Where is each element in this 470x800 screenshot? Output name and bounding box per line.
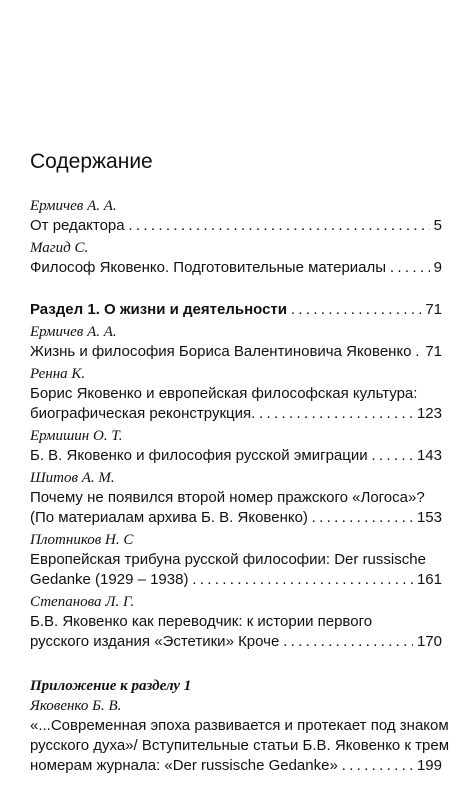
- entry-title: Б. В. Яковенко и философия русской эмиграции: [30, 447, 368, 464]
- entry-author: Ермичев А. А.: [30, 324, 117, 340]
- entry-author: Магид С.: [30, 240, 89, 256]
- toc-entry[interactable]: [30, 676, 450, 776]
- entry-page: 161: [416, 571, 442, 588]
- entry-author: Плотников Н. С: [30, 532, 134, 548]
- leader-dots: [192, 570, 413, 590]
- entry-page: 71: [425, 343, 442, 360]
- page-title: Содержание: [30, 150, 153, 173]
- leader-dots: [416, 342, 422, 362]
- toc-entry[interactable]: [30, 468, 442, 528]
- toc-entry[interactable]: [30, 426, 442, 466]
- entry-line: [30, 570, 442, 590]
- leader-dots: [372, 446, 413, 466]
- table-of-contents: [30, 196, 450, 776]
- entry-line: [30, 216, 442, 236]
- toc-entry[interactable]: [30, 530, 442, 590]
- toc-entry[interactable]: [30, 364, 442, 424]
- entry-page: 199: [416, 757, 442, 774]
- entry-line: [30, 404, 442, 424]
- entry-title-cont: Gedanke (1929 – 1938): [30, 571, 189, 588]
- entry-line: [30, 342, 442, 362]
- entry-title-cont: русского издания «Эстетики» Кроче: [30, 633, 280, 650]
- toc-entry[interactable]: [30, 592, 442, 652]
- entry-line: [30, 446, 442, 466]
- entry-author: Шитов А. М.: [30, 470, 115, 486]
- entry-author: Степанова Л. Г.: [30, 594, 135, 610]
- entry-title: «...Современная эпоха развивается и протекает под знаком: [30, 717, 449, 734]
- entry-title: Б.В. Яковенко как переводчик: к истории первого: [30, 613, 373, 630]
- entry-title-cont: (По материалам архива Б. В. Яковенко): [30, 509, 308, 526]
- entry-page: 153: [416, 509, 442, 526]
- entry-author: Яковенко Б. В.: [30, 698, 122, 714]
- entry-title-cont: русского духа»/ Вступительные статьи Б.В. Яковенко к трем: [30, 737, 450, 754]
- entry-page: 123: [416, 405, 442, 422]
- entry-title-cont: номерам журнала: «Der russische Gedanke»: [30, 757, 338, 774]
- entry-author: Ермишин О. Т.: [30, 428, 123, 444]
- entry-author: Ермичев А. А.: [30, 198, 117, 214]
- entry-title: Европейская трибуна русской философии: Der russische: [30, 551, 426, 568]
- leader-dots: [312, 508, 413, 528]
- section-page: 71: [425, 301, 442, 318]
- entry-page: 143: [416, 447, 442, 464]
- toc-entry[interactable]: [30, 196, 442, 236]
- leader-dots: [342, 756, 413, 776]
- leader-dots: [390, 258, 430, 278]
- entry-title-cont: биографическая реконструкция.: [30, 405, 256, 422]
- toc-entry[interactable]: [30, 322, 442, 362]
- entry-title: Борис Яковенко и европейская философская культура:: [30, 385, 418, 402]
- entry-page: 5: [433, 217, 442, 234]
- entry-line: [30, 258, 442, 278]
- toc-entry[interactable]: [30, 238, 442, 278]
- entry-title: Почему не появился второй номер пражского «Логоса»?: [30, 489, 425, 506]
- section-heading[interactable]: [30, 300, 442, 320]
- entry-line: [30, 756, 442, 776]
- appendix-title: Приложение к разделу 1: [30, 678, 192, 694]
- leader-dots: [259, 404, 413, 424]
- entry-title: Жизнь и философия Бориса Валентиновича Яковенко: [30, 343, 412, 360]
- entry-title: Философ Яковенко. Подготовительные материалы: [30, 259, 387, 276]
- section-title: Раздел 1. О жизни и деятельности: [30, 301, 287, 318]
- entry-page: 170: [416, 633, 442, 650]
- leader-dots: [291, 300, 421, 320]
- entry-title: От редактора: [30, 217, 125, 234]
- leader-dots: [129, 216, 430, 236]
- entry-line: [30, 632, 442, 652]
- entry-line: [30, 508, 442, 528]
- entry-page: 9: [433, 259, 442, 276]
- leader-dots: [283, 632, 413, 652]
- entry-author: Ренна К.: [30, 366, 86, 382]
